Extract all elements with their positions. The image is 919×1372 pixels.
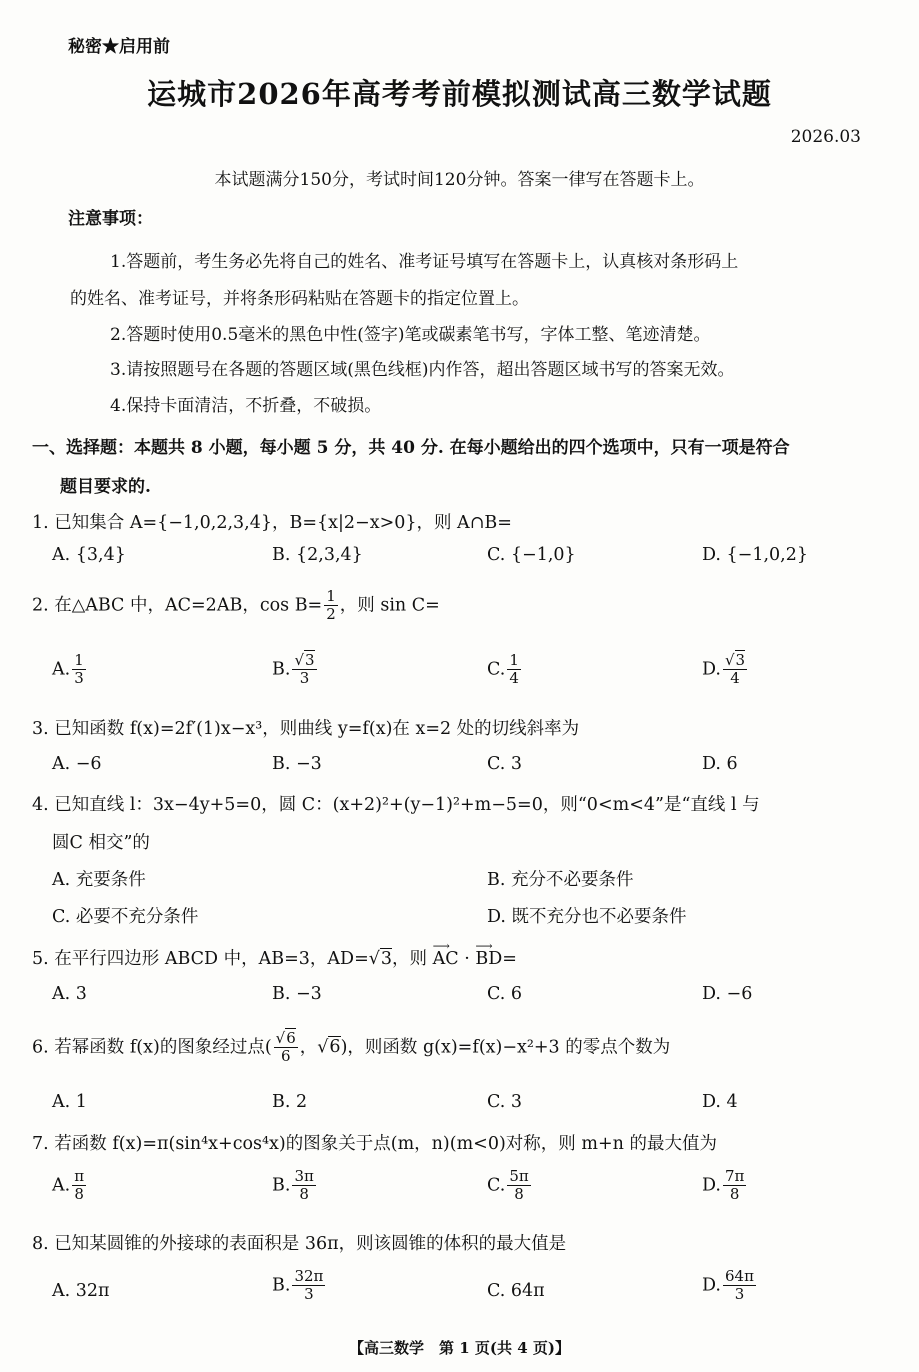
q2-c-num: 1 (509, 651, 519, 669)
q8-b-label: B. (272, 1275, 291, 1296)
q1-option-a: A. {3,4} (52, 545, 126, 565)
q1-option-d: D. {−1,0,2} (702, 545, 808, 565)
q2-stem-fraction (324, 588, 338, 624)
q7-a-frac (72, 1168, 86, 1204)
q2-c-den: 4 (509, 669, 519, 688)
q6-point-b: ，√ (299, 1037, 329, 1058)
question-8-stem: 8. 已知某圆锥的外接球的表面积是 36π，则该圆锥的体积的最大值是 (32, 1234, 567, 1254)
notes-heading: 注意事项： (68, 209, 153, 229)
q6-option-d: D. 4 (702, 1092, 738, 1112)
q7-c-label: C. (487, 1175, 506, 1196)
note-3: 3.请按照题号在各题的答题区域(黑色线框)内作答，超出答题区域书写的答案无效。 (110, 360, 735, 380)
q1-option-b: B. {2,3,4} (272, 545, 363, 565)
q7-d-label: D. (702, 1175, 721, 1196)
q2-a-frac (72, 652, 86, 688)
q8-d-den: 3 (734, 1285, 745, 1304)
q8-option-c: C. 64π (487, 1281, 545, 1301)
q5-option-b: B. −3 (272, 984, 322, 1004)
q7-option-a (52, 1168, 88, 1204)
q5-option-d: D. −6 (702, 984, 753, 1004)
q8-d-num: 64π (724, 1267, 754, 1285)
exam-date: 2026.03 (790, 127, 861, 147)
q2-b-den: 3 (299, 669, 310, 688)
question-7-stem: 7. 若函数 f(x)=π(sin⁴x+cos⁴x)的图象关于点(m，n)(m<0)对称，则 m+n 的最大值为 (32, 1134, 717, 1154)
note-1a: 1.答题前，考生务必先将自己的姓名、准考证号填写在答题卡上，认真核对条形码上 (110, 252, 739, 272)
q5-option-a: A. 3 (52, 984, 87, 1004)
q5-dot: · (458, 949, 476, 969)
q2-b-radicand: 3 (305, 651, 315, 669)
q1-option-c: C. {−1,0} (487, 545, 576, 565)
q5-vector-bd (475, 939, 503, 969)
q7-c-num: 5π (509, 1167, 529, 1185)
q7-b-num: 3π (294, 1167, 314, 1185)
q2-c-label: C. (487, 659, 506, 680)
q2-d-radicand: 3 (735, 651, 746, 669)
q5-vector-ac (432, 939, 459, 969)
q2-c-frac (507, 652, 521, 688)
q2-a-num: 1 (74, 651, 84, 669)
page-footer: 【高三数学 第 1 页(共 4 页)】 (349, 1339, 570, 1357)
q8-d-frac (723, 1268, 756, 1304)
q2-stem-a: 2. 在△ABC 中，AC=2AB，cos B= (32, 595, 323, 616)
question-4-stem-cont: 圆C 相交”的 (52, 833, 150, 853)
q2-stem-b: ，则 sin C= (339, 595, 440, 616)
q2-b-num: √3 (294, 651, 315, 669)
confidential-label: 秘密★启用前 (68, 37, 170, 57)
q6-point-num: √6 (275, 1029, 296, 1047)
q5-stem-c: = (502, 949, 517, 969)
q2-b-label: B. (272, 659, 291, 680)
q8-b-frac (292, 1268, 325, 1304)
q6-option-b: B. 2 (272, 1092, 308, 1112)
q2-option-a (52, 652, 88, 688)
q6-option-a: A. 1 (52, 1092, 87, 1112)
q7-a-den: 8 (74, 1185, 84, 1204)
q2-d-label: D. (702, 659, 721, 680)
q2-d-den: 4 (730, 669, 740, 688)
q3-option-c: C. 3 (487, 754, 523, 774)
q4-option-d: D. 既不充分也不必要条件 (487, 907, 687, 927)
q2-a-den: 3 (74, 669, 84, 688)
q7-d-num: 7π (724, 1167, 745, 1185)
q5-option-c: C. 6 (487, 984, 523, 1004)
q6-option-c: C. 3 (487, 1092, 523, 1112)
q8-b-den: 3 (304, 1285, 314, 1304)
q8-b-num: 32π (294, 1267, 324, 1285)
q8-option-d (702, 1268, 758, 1304)
vector-arrow-icon: ⟶ (432, 939, 450, 953)
q5-stem-a: 5. 在平行四边形 ABCD 中，AB=3，AD=√ (32, 949, 380, 969)
q7-option-d (702, 1168, 748, 1204)
section1-instruction-cont: 题目要求的. (60, 477, 151, 497)
question-4-stem: 4. 已知直线 l：3x−4y+5=0，圆 C：(x+2)²+(y−1)²+m−5=0，则“0<m<4”是“直线 l 与 (32, 795, 760, 815)
vector-arrow-icon: ⟶ (475, 939, 493, 953)
q7-a-label: A. (52, 1175, 71, 1196)
q5-vector-bd-label: BD (475, 949, 503, 969)
q7-d-frac (723, 1168, 746, 1204)
q2-d-frac (723, 652, 747, 688)
q7-option-b (272, 1168, 318, 1204)
q4-option-a: A. 充要条件 (52, 870, 146, 890)
q8-option-b (272, 1268, 327, 1304)
question-3-stem: 3. 已知函数 f(x)=2f′(1)x−x³，则曲线 y=f(x)在 x=2 处的切线斜率为 (32, 719, 580, 739)
q2-b-frac (292, 652, 316, 688)
note-2: 2.答题时使用0.5毫米的黑色中性(签字)笔或碳素笔书写，字体工整、笔迹清楚。 (110, 325, 711, 345)
q2-option-b (272, 652, 319, 688)
q7-b-frac (292, 1168, 315, 1204)
q4-option-c: C. 必要不充分条件 (52, 907, 199, 927)
q7-b-den: 8 (299, 1185, 309, 1204)
q2-d-num: √3 (724, 651, 746, 669)
q6-point-root: 6 (329, 1037, 341, 1058)
q8-option-a: A. 32π (52, 1281, 110, 1301)
q7-a-num: π (74, 1167, 85, 1185)
q2-a-label: A. (52, 659, 71, 680)
q2-option-d (702, 652, 749, 688)
q7-d-den: 8 (729, 1185, 740, 1204)
q3-option-b: B. −3 (272, 754, 322, 774)
q4-option-b: B. 充分不必要条件 (487, 870, 634, 890)
q5-stem-radicand: 3 (380, 949, 393, 969)
q5-vector-ac-label: AC (432, 949, 459, 969)
note-4: 4.保持卡面清洁，不折叠，不破损。 (110, 396, 382, 416)
question-5-stem (32, 939, 517, 970)
q6-point-radicand: 6 (286, 1029, 296, 1047)
section1-instruction: 一、选择题：本题共 8 小题，每小题 5 分，共 40 分. 在每小题给出的四个选项中，只有一项是符合 (32, 438, 790, 458)
q7-c-den: 8 (514, 1185, 524, 1204)
q8-d-label: D. (702, 1275, 721, 1296)
q2-stem-den: 2 (326, 605, 336, 624)
q7-b-label: B. (272, 1175, 291, 1196)
q2-option-c (487, 652, 523, 688)
q3-option-d: D. 6 (702, 754, 738, 774)
q7-c-frac (507, 1168, 530, 1204)
q3-option-a: A. −6 (52, 754, 102, 774)
exam-intro: 本试题满分150分，考试时间120分钟。答案一律写在答题卡上。 (214, 170, 705, 190)
question-6-stem (32, 1030, 670, 1066)
q7-option-c (487, 1168, 533, 1204)
q6-stem-b: )，则函数 g(x)=f(x)−x²+3 的零点个数为 (340, 1037, 671, 1058)
q5-stem-b: ，则 (392, 949, 433, 969)
question-2-stem (32, 588, 440, 624)
q6-point-den: 6 (280, 1047, 291, 1066)
q6-point-frac (274, 1030, 298, 1066)
question-1-stem: 1. 已知集合 A={−1,0,2,3,4}，B={x|2−x>0}，则 A∩B= (32, 513, 512, 533)
page-title: 运城市2026年高考考前模拟测试高三数学试题 (147, 77, 772, 111)
q6-stem-a: 6. 若幂函数 f(x)的图象经过点( (32, 1037, 272, 1058)
note-1b: 的姓名、准考证号，并将条形码粘贴在答题卡的指定位置上。 (70, 289, 529, 309)
q2-stem-num: 1 (326, 587, 336, 605)
